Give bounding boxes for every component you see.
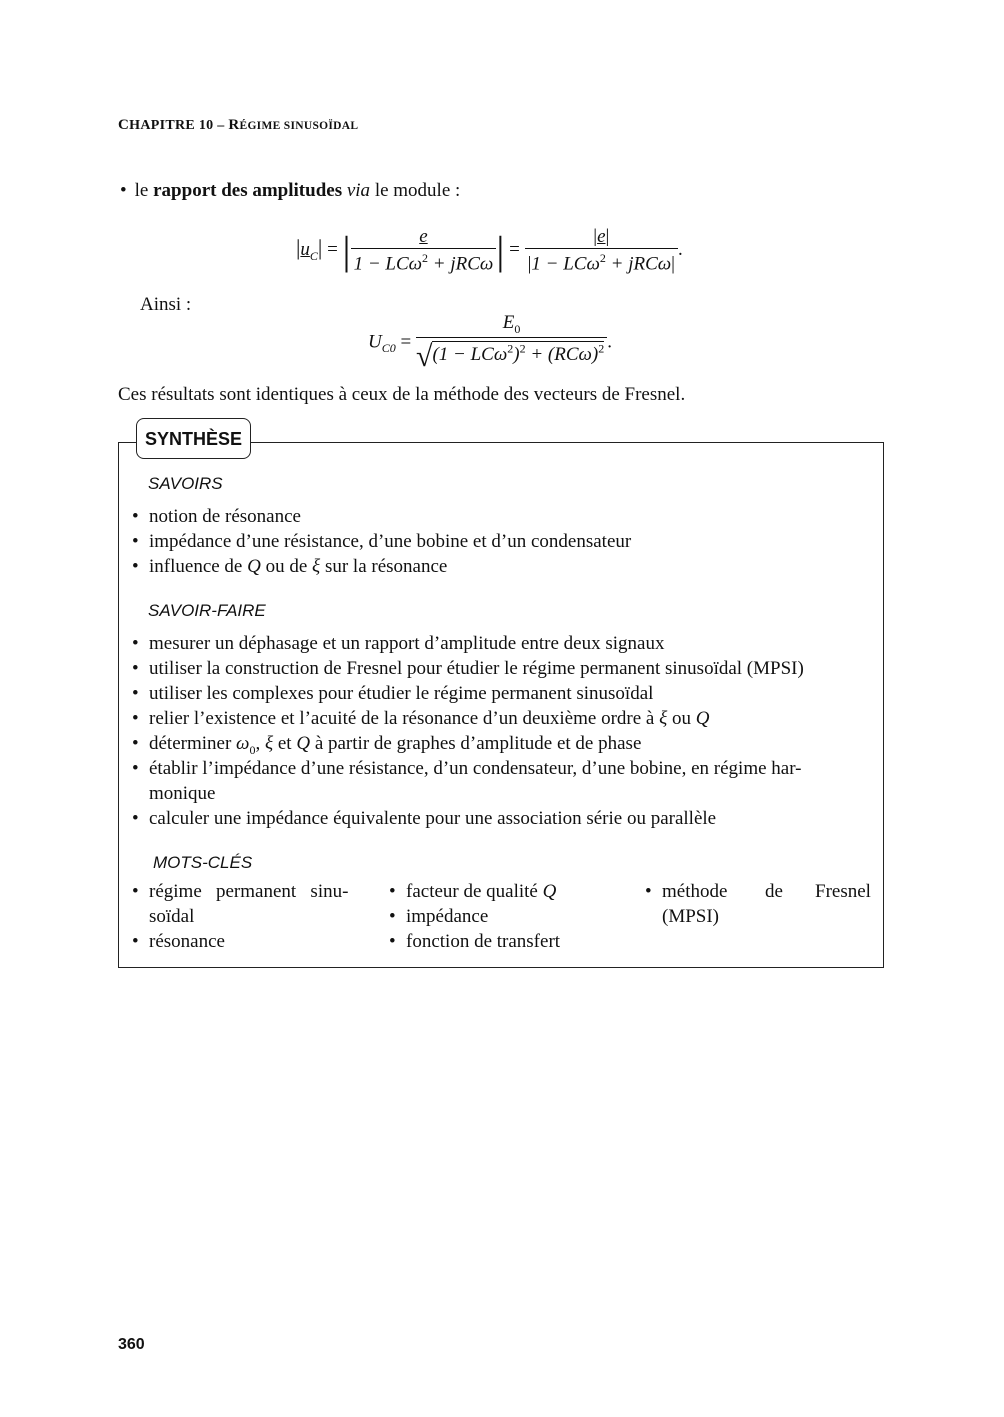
list-item: • impédance d’une résistance, d’une bobine et d’un condensateur — [132, 531, 632, 552]
keyword-item: • fonction de transfert — [389, 931, 561, 952]
savoir-faire-title: SAVOIR-FAIRE — [148, 601, 266, 620]
equation-amplitude: $U_{C0}$ = $\frac{E_0}{√(1 - LC\omega^2)^2 + (RC\omega)^2}$ . — [368, 312, 612, 373]
synthesis-tag: SYNTHÈSE — [136, 418, 251, 459]
intro-bullet: • le rapport des amplitudes via le module : — [120, 180, 461, 201]
running-head: CHAPITRE 10 – RÉGIME SINUSOÏDAL — [118, 117, 359, 133]
fraction-2: $\frac{|e|}{|1 - LC\omega^2 + jRC\omega|}$ — [525, 226, 678, 275]
keyword-word: Fresnel — [815, 881, 871, 902]
page-number: 360 — [118, 1336, 145, 1353]
list-item-continuation: monique — [149, 783, 216, 804]
list-item: • établir l’impédance d’une résistance, d’un condensateur, d’une bobine, en régime har- — [132, 758, 802, 779]
keyword-item: • régime permanent sinu- — [132, 881, 349, 902]
bullet-dot: • — [120, 180, 127, 201]
keyword-item: • facteur de qualité Q — [389, 881, 557, 902]
keyword-item: • impédance — [389, 906, 489, 927]
equation-modulus: $|u_C|$ = | $\frac{e}{1 - LC\omega^2 + jRC\omega}$ | = $\frac{|e|}{|1 - LC\omega^2 + jRC\omega|}$ . — [296, 226, 683, 275]
keyword-item: • méthode — [645, 881, 728, 902]
list-item: • utiliser la construction de Fresnel pour étudier le régime permanent sinusoïdal (MPSI) — [132, 658, 804, 679]
list-item: • influence de Q ou de ξ sur la résonance — [132, 556, 448, 577]
keyword-word: de — [765, 881, 783, 902]
keyword-item-continuation: (MPSI) — [662, 906, 720, 927]
fraction-3: $\frac{E_0}{√(1 - LC\omega^2)^2 + (RC\omega)^2}$ — [416, 312, 607, 374]
fraction-1: $\frac{e}{1 - LC\omega^2 + jRC\omega}$ — [351, 226, 497, 275]
list-item: • déterminer $\omega_0$, ξ et Q à partir de graphes d’amplitude et de phase — [132, 733, 642, 757]
conclusion-text: Ces résultats sont identiques à ceux de la méthode des vecteurs de Fresnel. — [118, 384, 686, 405]
keyword-item: • résonance — [132, 931, 225, 952]
savoirs-title: SAVOIRS — [148, 474, 223, 493]
list-item: • mesurer un déphasage et un rapport d’amplitude entre deux signaux — [132, 633, 665, 654]
keyword-item-continuation: soïdal — [149, 906, 195, 927]
list-item: • utiliser les complexes pour étudier le régime permanent sinusoïdal — [132, 683, 654, 704]
mots-cles-title: MOTS-CLÉS — [153, 853, 253, 872]
list-item: • calculer une impédance équivalente pour une association série ou parallèle — [132, 808, 717, 829]
ainsi-label: Ainsi : — [140, 294, 192, 315]
list-item: • notion de résonance — [132, 506, 301, 527]
list-item: • relier l’existence et l’acuité de la résonance d’un deuxième ordre à ξ ou Q — [132, 708, 710, 729]
